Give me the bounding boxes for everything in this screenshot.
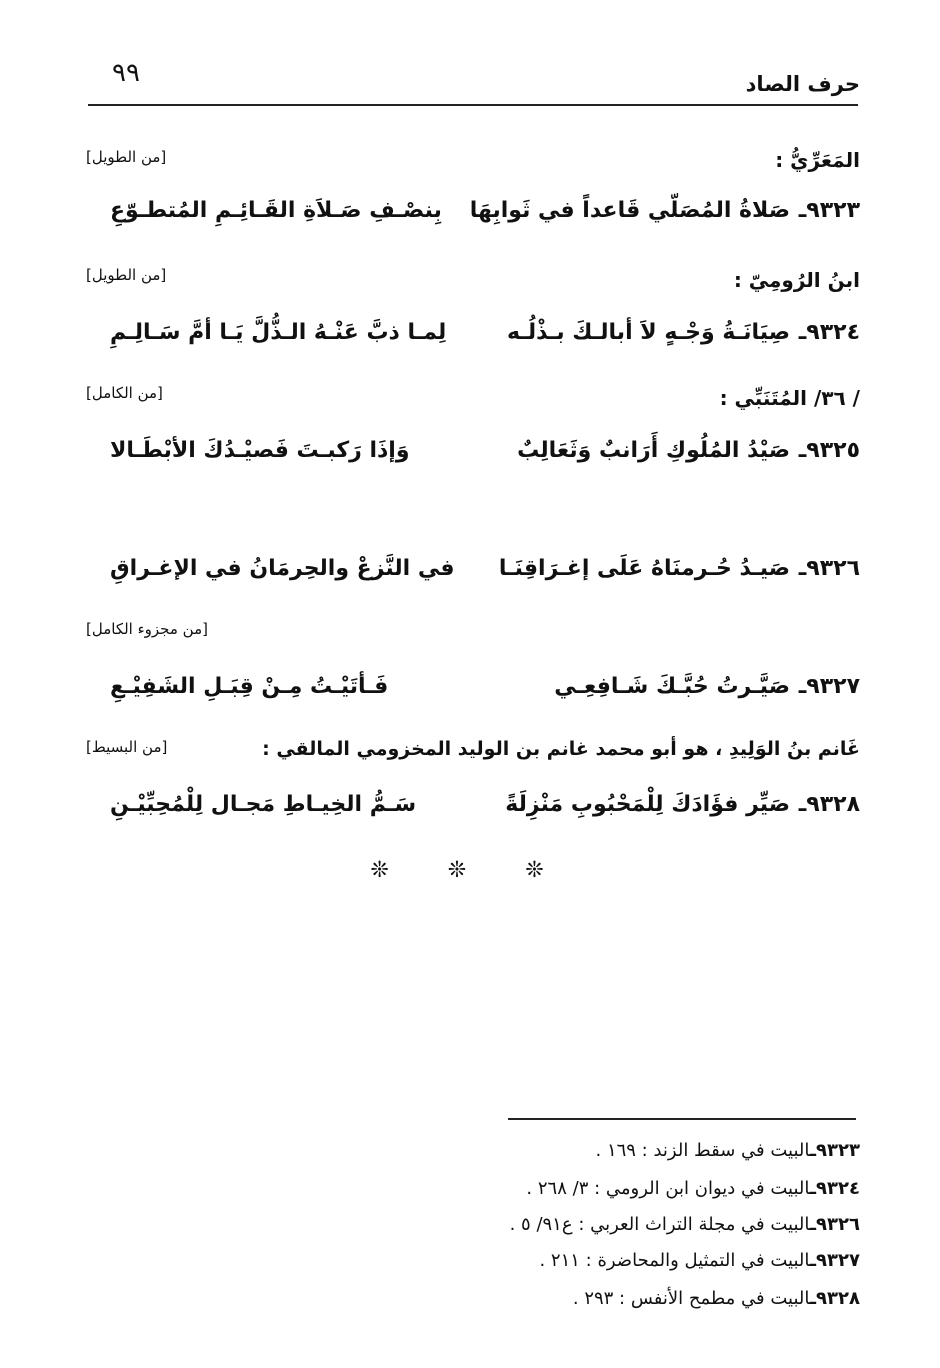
verse-number: ٩٣٢٥ـ [798, 438, 860, 463]
verse-number: ٩٣٢٣ـ [798, 198, 860, 223]
footnote [539, 1250, 860, 1271]
verse-number: ٩٣٢٦ـ [798, 556, 860, 581]
poet-name: غَانم بنُ الوَلِيدِ ، هو أبو محمد غانم بن الوليد المخزومي المالقي : [262, 738, 860, 760]
verse-second-hemistich: سَـمُّ الخِيـاطِ مَجـال لِلْمُحِبِّيْـنِ [110, 792, 417, 817]
running-header-title: حرف الصاد [745, 72, 860, 96]
verse-first-hemistich: صَيْدُ المُلُوكِ أَرَانبٌ وَثَعَالِبٌ [517, 438, 790, 463]
footnote [510, 1214, 860, 1235]
footnote-number: ٩٣٢٦ـ [809, 1214, 860, 1235]
meter-label: [من الطويل] [86, 266, 167, 284]
meter-label: [من الطويل] [86, 148, 167, 166]
footnote-text: البيت في التمثيل والمحاضرة : ٢١١ . [539, 1250, 810, 1271]
verse-first-hemistich: صَيِّر فؤَادَكَ لِلْمَحْبُوبِ مَنْزِلَةً [505, 792, 790, 817]
verse-line [110, 438, 860, 482]
footnote-number: ٩٣٢٨ـ [809, 1288, 860, 1309]
verse-second-hemistich: لِمـا ذبَّ عَنْـهُ الـذُّلَّ يَـا أمَّ سَـالِـمِ [110, 320, 447, 345]
section-separator-stars: ❊ ❊ ❊ [370, 858, 570, 883]
footnote-text: البيت في ديوان ابن الرومي : ٣/ ٢٦٨ . [526, 1178, 810, 1199]
footnote [526, 1178, 860, 1199]
footnote [573, 1288, 860, 1309]
footnote-number: ٩٣٢٤ـ [809, 1178, 860, 1199]
verse-second-hemistich: فَـأتَيْـتُ مِـنْ قِبَـلِ الشَفِيْـعِ [110, 674, 389, 699]
footnote-text: البيت في سقط الزند : ١٦٩ . [595, 1140, 810, 1161]
poet-name: ابنُ الرُومِيّ : [733, 268, 860, 292]
verse-line [110, 556, 860, 600]
poet-name: المَعَرِّيُّ : [775, 148, 860, 172]
verse-first-hemistich: صَيـدُ حُـرمنَاهُ عَلَى إغـرَاقِنَـا [498, 556, 790, 581]
page-number: ٩٩ [112, 58, 140, 88]
verse-second-hemistich: وَإذَا رَكبـتَ فَصيْـدُكَ الأبْطَـالا [110, 438, 410, 463]
meter-label: [من الكامل] [86, 384, 163, 402]
verse-line [110, 674, 860, 718]
verse-first-hemistich: صَلاةُ المُصَلّي قَاعداً في ثَوابِهَا [469, 198, 790, 223]
meter-label: [من مجزوء الكامل] [86, 620, 208, 638]
verse-number: ٩٣٢٧ـ [798, 674, 860, 699]
footnote-text: البيت في مجلة التراث العربي : ع٩١/ ٥ . [509, 1214, 810, 1235]
footnote [595, 1140, 860, 1161]
meter-label: [من البسيط] [86, 738, 168, 756]
verse-number: ٩٣٢٨ـ [798, 792, 860, 817]
footnote-divider [508, 1118, 856, 1120]
verse-first-hemistich: صَيَّـرتُ حُبَّـكَ شَـافِعِـي [554, 674, 790, 699]
verse-second-hemistich: بِنصْـفِ صَـلاَةِ القَـائِـمِ المُتطـوّعِ [110, 198, 442, 223]
footnote-number: ٩٣٢٧ـ [809, 1250, 860, 1271]
verse-line [110, 198, 860, 242]
verse-number: ٩٣٢٤ـ [798, 320, 860, 345]
verse-line [110, 792, 860, 836]
verse-first-hemistich: صِيَانَـةُ وَجْـهٍ لاَ أبالـكَ بـذْلُـه [507, 320, 790, 345]
footnote-text: البيت في مطمح الأنفس : ٢٩٣ . [572, 1288, 810, 1309]
header-divider [88, 104, 858, 106]
verse-line [110, 320, 860, 364]
verse-second-hemistich: في النَّزعْ والحِرمَانُ في الإغـراقِ [110, 556, 455, 581]
poet-name: / ٣٦/ المُتَنَبِّي : [719, 386, 860, 410]
footnote-number: ٩٣٢٣ـ [809, 1140, 860, 1161]
